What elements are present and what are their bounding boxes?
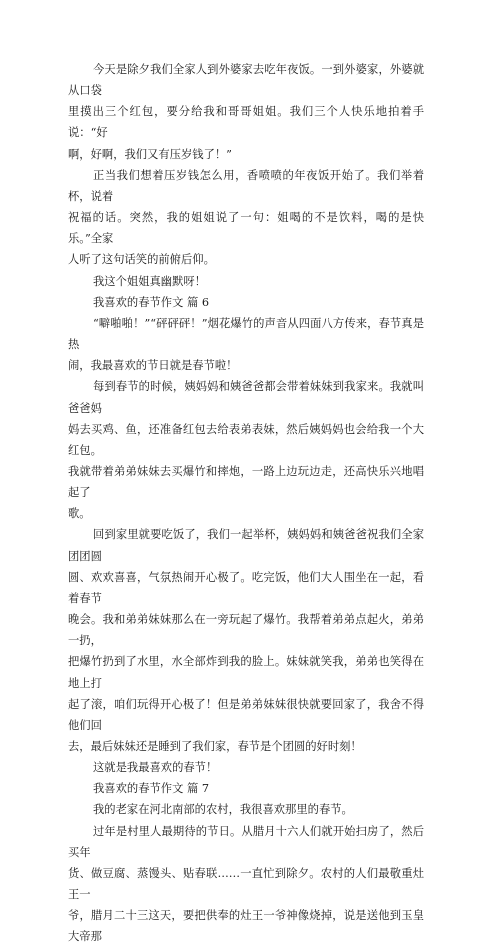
text-line: 我喜欢的春节作文 篇 6 [93, 295, 210, 309]
text-line: 回到家里就要吃饭了，我们一起举杯，姨妈妈和姨爸爸祝我们全家团团圆 [68, 528, 424, 563]
text-line: 祝福的话。突然，我的姐姐说了一句：姐喝的不是饮料，喝的是快乐。”全家 [68, 211, 424, 246]
text-line: 我喜欢的春节作文 篇 7 [93, 782, 210, 796]
text-line: 货、做豆腐、蒸馒头、贴春联……一直忙到除夕。农村的人们最敬重灶王一 [68, 866, 424, 902]
text-line: 正当我们想着压岁钱怎么用，香喷喷的年夜饭开始了。我们举着杯，说着 [68, 168, 424, 203]
text-line: 啊，好啊，我们又有压岁钱了！” [68, 147, 232, 161]
text-line: 过年是村里人最期待的节日。从腊月十六人们就开始扫房了，然后买年 [68, 824, 424, 859]
paragraph [68, 376, 424, 524]
section-heading [68, 778, 424, 799]
text-line: “噼啪啪！”“砰砰砰！”烟花爆竹的声音从四面八方传来，春节真是热 [68, 316, 424, 352]
paragraph [68, 757, 424, 778]
paragraph [68, 821, 424, 948]
text-line: 这就是我最喜欢的春节！ [93, 761, 218, 775]
text-line: 闹，我最喜欢的节日就是春节啦！ [68, 359, 238, 373]
paragraph [68, 524, 424, 757]
text-line: 把爆竹扔到了水里，水全部炸到我的脸上。妹妹就笑我，弟弟也笑得在地上打 [68, 655, 424, 690]
text-line: 每到春节的时候，姨妈妈和姨爸爸都会带着妹妹到我家来。我就叫爸爸妈 [68, 380, 424, 415]
paragraph [68, 271, 424, 292]
essay-body [68, 59, 424, 948]
text-line: 我的老家在河北南部的农村，我很喜欢那里的春节。 [93, 803, 353, 817]
text-line: 去，最后妹妹还是睡到了我们家，春节是个团圆的好时刻！ [68, 740, 362, 753]
text-line: 爷，腊月二十三这天，要把供奉的灶王一爷神像烧掉，说是送他到玉皇大帝那 [68, 909, 424, 944]
text-line: 起了滚，咱们玩得开心极了！但是弟弟妹妹很快就要回家了，我舍不得他们回 [68, 697, 424, 732]
paragraph [68, 165, 424, 271]
text-line: 今天是除夕我们全家人到外婆家去吃年夜饭。一到外婆家，外婆就从口袋 [68, 63, 424, 98]
paragraph [68, 59, 424, 165]
text-line: 人听了这句话笑的前俯后仰。 [68, 253, 215, 267]
text-line: 晚会。我和弟弟妹妹那么在一旁玩起了爆竹。我帮着弟弟点起火，弟弟一扔， [68, 613, 424, 648]
paragraph [68, 799, 424, 820]
text-line: 妈去买鸡、鱼，还准备红包去给表弟表妹，然后姨妈妈也会给我一个大红包。 [68, 422, 424, 457]
text-line: 我这个姐姐真幽默呀！ [93, 274, 206, 288]
text-line: 圆、欢欢喜喜，气氛热闹开心极了。吃完饭，他们大人围坐在一起，看着春节 [68, 570, 424, 605]
text-line: 里摸出三个红包，要分给我和哥哥姐姐。我们三个人快乐地拍着手说：“好 [68, 105, 424, 140]
section-heading [68, 292, 424, 313]
text-line: 歌。 [68, 507, 91, 521]
text-line: 我就带着弟弟妹妹去买爆竹和摔炮，一路上边玩边走，还高快乐兴地唱起了 [68, 464, 424, 500]
paragraph [68, 313, 424, 376]
